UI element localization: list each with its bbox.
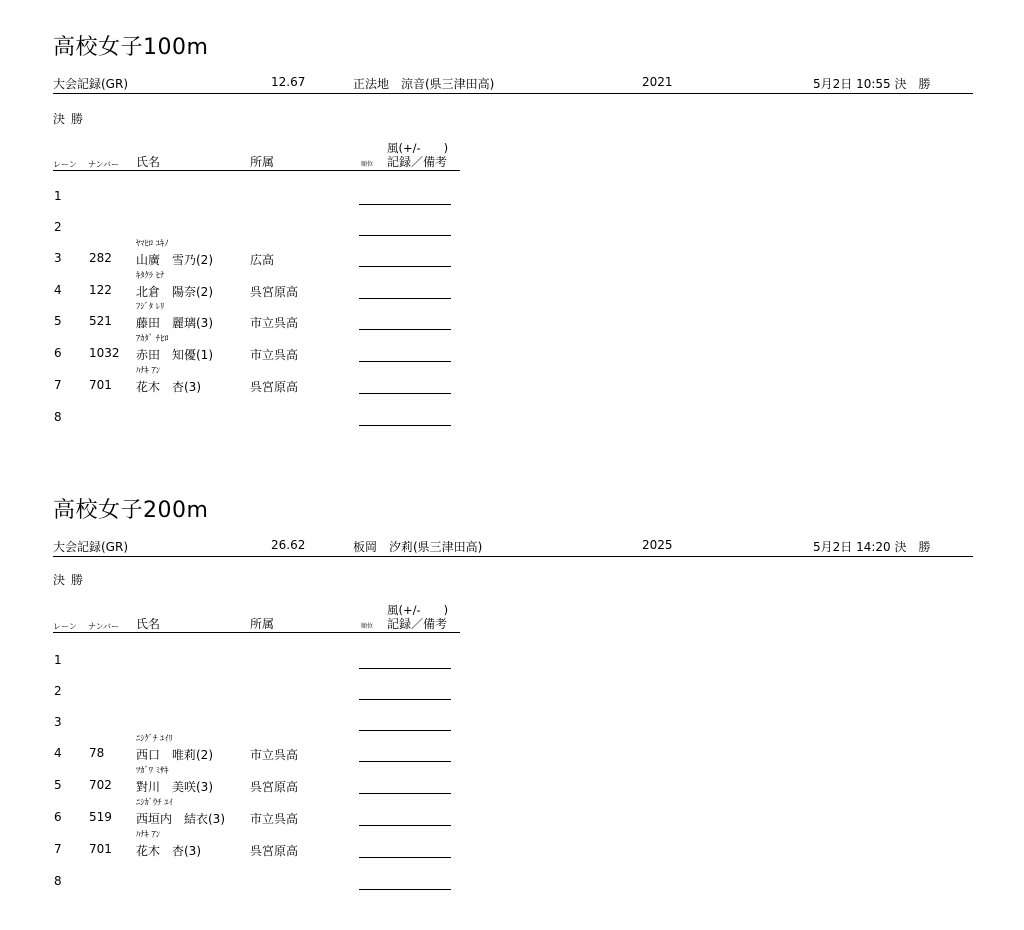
table-row [0, 703, 1024, 735]
athlete-team: 呉宮原高 [250, 780, 299, 794]
lane-number: 2 [54, 684, 62, 698]
record-label: 大会記録(GR) [53, 77, 129, 91]
athlete-team: 広高 [250, 253, 275, 267]
table-row [0, 798, 1024, 830]
lane-number: 1 [54, 653, 62, 667]
meet-record-line [53, 538, 973, 557]
column-headers [53, 616, 460, 633]
result-blank-line [359, 266, 451, 267]
wind-label: 風(+/- ) [387, 603, 449, 617]
record-holder: 正法地 涼音(県三津田高) [353, 77, 495, 91]
table-row [0, 302, 1024, 334]
record-label: 大会記録(GR) [53, 540, 129, 554]
bib-number: 521 [89, 314, 112, 328]
athlete-kana: ﾊﾅｷ ｱﾝ [136, 366, 160, 376]
athlete-kana: ﾆｼｸﾞﾁ ﾕｲﾘ [136, 734, 173, 744]
bib-number: 282 [89, 251, 112, 265]
table-row [0, 830, 1024, 862]
table-row [0, 766, 1024, 798]
athlete-team: 市立呉高 [250, 748, 299, 762]
lane-number: 4 [54, 283, 62, 297]
athlete-kana: ﾆｼｶﾞｳﾁ ﾕｲ [136, 798, 173, 808]
event-title: 高校女子100m [53, 35, 209, 60]
result-blank-line [359, 761, 451, 762]
athlete-name: 西垣内 結衣(3) [136, 812, 225, 826]
record-time: 26.62 [271, 538, 306, 552]
result-blank-line [359, 825, 451, 826]
result-blank-line [359, 699, 451, 700]
lane-number: 3 [54, 715, 62, 729]
athlete-name: 花木 杏(3) [136, 380, 201, 394]
table-row [0, 734, 1024, 766]
athlete-kana: ｷﾀｸﾗ ﾋﾅ [136, 271, 165, 281]
bib-number: 519 [89, 810, 112, 824]
header-lane: レーン [53, 160, 77, 169]
athlete-team: 呉宮原高 [250, 844, 299, 858]
athlete-name: 赤田 知優(1) [136, 348, 213, 362]
athlete-kana: ｱｶﾀﾞ ﾁﾋﾛ [136, 334, 169, 344]
bib-number: 701 [89, 842, 112, 856]
result-blank-line [359, 730, 451, 731]
record-time: 12.67 [271, 75, 306, 89]
header-name: 氏名 [136, 155, 161, 169]
athlete-team: 市立呉高 [250, 348, 299, 362]
result-blank-line [359, 235, 451, 236]
athlete-team: 呉宮原高 [250, 285, 299, 299]
athlete-kana: ﾊﾅｷ ｱﾝ [136, 830, 160, 840]
record-year: 2021 [642, 75, 673, 89]
event-title: 高校女子200m [53, 498, 209, 523]
athlete-team: 市立呉高 [250, 316, 299, 330]
schedule: 5月2日 14:20 決 勝 [813, 540, 931, 554]
athlete-name: 藤田 麗璃(3) [136, 316, 213, 330]
result-blank-line [359, 889, 451, 890]
table-row [0, 366, 1024, 398]
round-label: 決勝 [53, 573, 90, 587]
athlete-name: 對川 美咲(3) [136, 780, 213, 794]
lane-number: 5 [54, 314, 62, 328]
lane-number: 2 [54, 220, 62, 234]
header-rank: 順位 [361, 623, 374, 630]
table-row [0, 862, 1024, 894]
schedule: 5月2日 10:55 決 勝 [813, 77, 931, 91]
bib-number: 702 [89, 778, 112, 792]
lane-number: 5 [54, 778, 62, 792]
header-lane: レーン [53, 622, 77, 631]
result-blank-line [359, 425, 451, 426]
header-result: 記録／備考 [387, 617, 448, 631]
header-number: ナンバー [88, 160, 120, 169]
athlete-kana: ﾂｶﾞﾜ ﾐｻｷ [136, 766, 169, 776]
bib-number: 78 [89, 746, 105, 760]
table-row [0, 641, 1024, 673]
athlete-name: 西口 唯莉(2) [136, 748, 213, 762]
lane-number: 3 [54, 251, 62, 265]
table-row [0, 208, 1024, 240]
header-name: 氏名 [136, 617, 161, 631]
bib-number: 122 [89, 283, 112, 297]
column-headers [53, 154, 460, 171]
lane-number: 7 [54, 842, 62, 856]
lane-number: 8 [54, 874, 62, 888]
lane-number: 7 [54, 378, 62, 392]
athlete-kana: ﾔﾏﾋﾛ ﾕｷﾉ [136, 239, 169, 249]
bib-number: 1032 [89, 346, 120, 360]
record-year: 2025 [642, 538, 673, 552]
lane-number: 6 [54, 346, 62, 360]
record-holder: 板岡 汐莉(県三津田高) [353, 540, 483, 554]
wind-label: 風(+/- ) [387, 141, 449, 155]
round-label: 決勝 [53, 112, 90, 126]
header-result: 記録／備考 [387, 155, 448, 169]
result-blank-line [359, 857, 451, 858]
lane-number: 1 [54, 189, 62, 203]
athlete-team: 市立呉高 [250, 812, 299, 826]
bib-number: 701 [89, 378, 112, 392]
table-row [0, 271, 1024, 303]
table-row [0, 398, 1024, 430]
table-row [0, 334, 1024, 366]
header-team: 所属 [250, 617, 275, 631]
athlete-name: 北倉 陽奈(2) [136, 285, 213, 299]
lane-number: 4 [54, 746, 62, 760]
lane-number: 6 [54, 810, 62, 824]
result-blank-line [359, 329, 451, 330]
result-blank-line [359, 793, 451, 794]
athlete-name: 花木 杏(3) [136, 844, 201, 858]
table-row [0, 177, 1024, 209]
table-row [0, 239, 1024, 271]
result-blank-line [359, 393, 451, 394]
header-rank: 順位 [361, 161, 374, 168]
athlete-team: 呉宮原高 [250, 380, 299, 394]
athlete-kana: ﾌｼﾞﾀ ﾚﾘ [136, 302, 165, 312]
header-number: ナンバー [88, 622, 120, 631]
result-blank-line [359, 668, 451, 669]
header-team: 所属 [250, 155, 275, 169]
meet-record-line [53, 75, 973, 94]
table-row [0, 672, 1024, 704]
result-blank-line [359, 361, 451, 362]
lane-number: 8 [54, 410, 62, 424]
result-blank-line [359, 298, 451, 299]
result-blank-line [359, 204, 451, 205]
athlete-name: 山廣 雪乃(2) [136, 253, 213, 267]
